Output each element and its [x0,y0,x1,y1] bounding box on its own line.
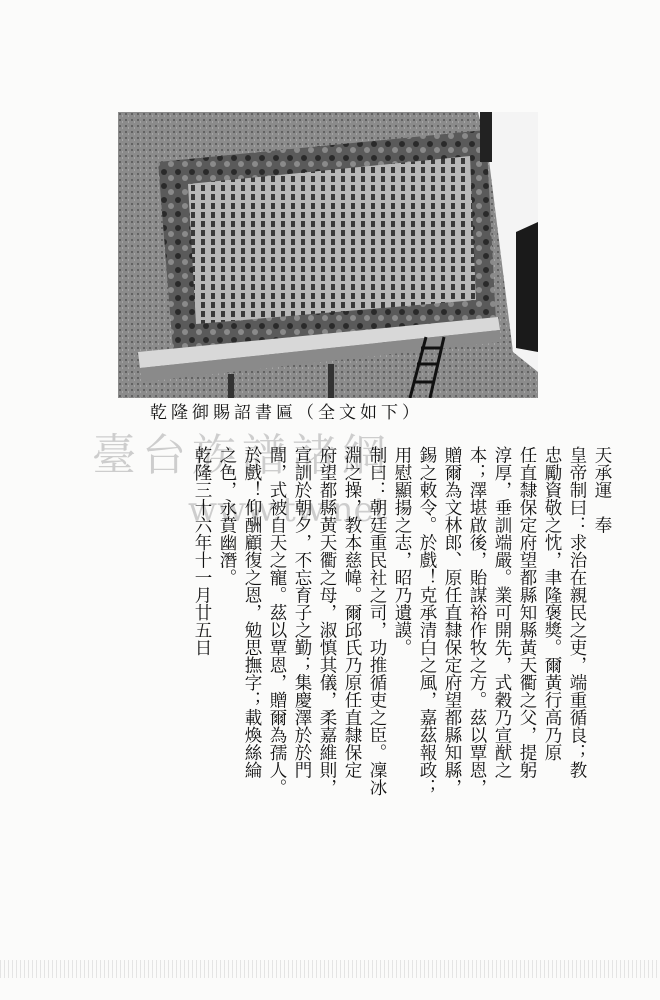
edict-column: 贈爾為文林郎、原任直隸保定府望都縣知縣， [442,446,462,796]
edict-column: 於戲！仰酬顧復之恩，勉思撫字；載煥絲綸 [242,446,262,779]
edict-column: 之色，永賁幽潛。 [217,446,237,586]
plaque-photo [118,112,538,398]
edict-column: 皇帝制曰：求治在親民之吏，端重循良；教 [567,446,587,779]
edict-column: 淳厚，垂訓端嚴。業可開先，式穀乃宣猷之 [492,446,512,779]
edict-column: 制曰：朝廷重民社之司，功推循吏之臣。凜冰 [367,446,387,796]
edict-column: 淵之操，教本慈幃。爾邱氏乃原任直隸保定 [342,446,362,779]
edict-column: 本；澤堪啟後，貽謀裕作牧之方。茲以覃恩， [467,446,487,796]
edict-column: 府望都縣黃天衢之母，淑慎其儀，柔嘉維則， [317,446,337,796]
watermark-text: 臺台族譜諸網 [92,430,392,481]
scan-noise [0,960,660,978]
edict-column: 任直隸保定府望都縣知縣黃天衢之父，提躬 [517,446,537,779]
edict-date-column: 乾隆三十六年十一月廿五日 [192,446,212,656]
edict-text [84,446,614,920]
edict-column: 錫之敕令。於戲！克承清白之風，嘉茲報政； [417,446,437,796]
edict-column: 天承運 奉 [592,446,612,534]
photo-caption: 乾隆御賜詔書匾（全文如下） [150,403,423,423]
edict-column: 用慰顯揚之志，昭乃遺謨。 [392,446,412,656]
edict-column: 閭，式被自天之寵。茲以覃恩，贈爾為孺人。 [267,446,287,796]
edict-column: 宣訓於朝夕，不忘育子之勤；集慶澤於於門 [292,446,312,779]
edict-column: 忠勵資敬之忱，聿隆褒獎。爾黃行高乃原 [542,446,562,761]
watermark-url: www.tw.net [188,490,388,530]
